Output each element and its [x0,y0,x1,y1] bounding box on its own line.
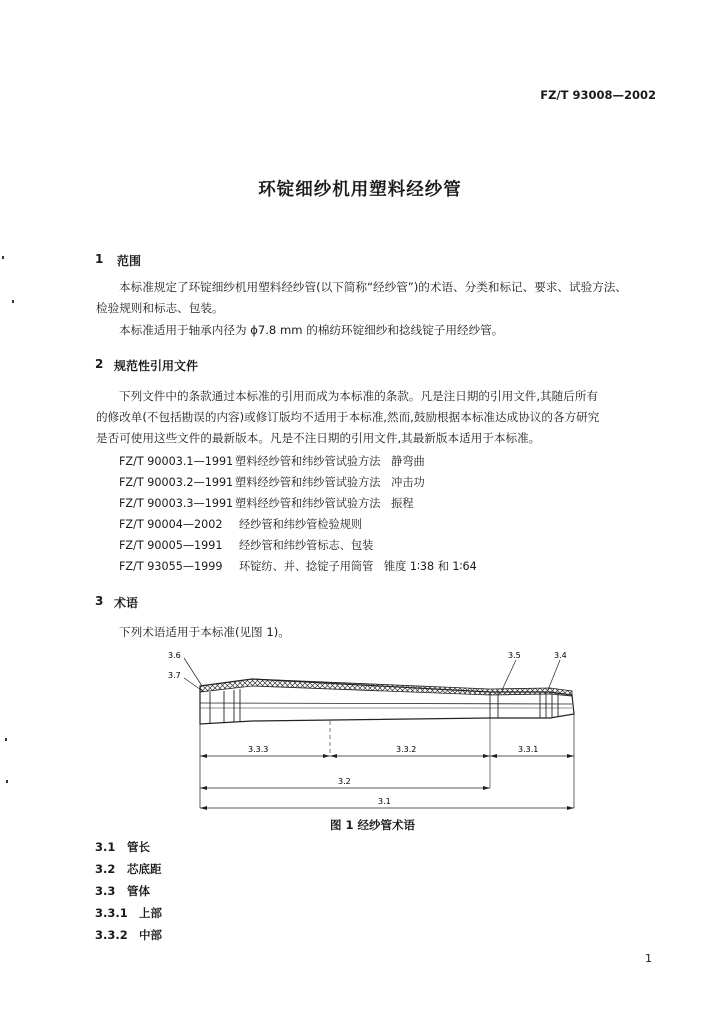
yarn-tube-diagram [160,648,590,816]
normative-line-2: 的修改单(不包括勘误的内容)或修订版均不适用于本标准,然而,鼓励根据本标准达成协议的各方研究 [96,410,600,424]
section-2-number: 2 [95,357,104,371]
term-item [95,902,162,921]
term-item [95,858,162,877]
term-number: 3.3 [95,884,116,898]
term-number: 3.3.1 [95,906,128,920]
reference-name: 塑料经纱管和纬纱管试验方法 [235,476,381,489]
reference-code: FZ/T 90005—1991 [119,539,223,552]
reference-code: FZ/T 90003.1—1991 [119,455,234,468]
reference-name: 塑料经纱管和纬纱管试验方法 [235,455,381,468]
term-number: 3.1 [95,840,116,854]
label-3-3-1: 3.3.1 [518,745,539,754]
reference-name: 环锭纺、并、捻锭子用筒管 [239,560,374,573]
terms-intro: 下列术语适用于本标准(见图 1)。 [119,625,290,639]
reference-code: FZ/T 90003.3—1991 [119,497,234,510]
label-3-3-3: 3.3.3 [248,745,269,754]
reference-name: 塑料经纱管和纬纱管试验方法 [235,497,381,510]
term-name: 芯底距 [127,862,162,876]
reference-name: 经纱管和纬纱管检验规则 [239,518,363,531]
section-1-title: 范围 [117,254,142,268]
reference-name: 经纱管和纬纱管标志、包装 [239,539,374,552]
term-number: 3.2 [95,862,116,876]
term-number: 3.3.2 [95,928,128,942]
scan-speck [6,780,8,783]
scan-speck [12,300,14,303]
standard-number: FZ/T 93008—2002 [540,88,656,102]
label-3-6: 3.6 [168,651,181,660]
tube-wall-hatch [200,679,572,696]
label-3-3-2: 3.3.2 [396,745,417,754]
page-number: 1 [645,952,652,965]
reference-item [119,558,477,574]
term-name: 上部 [139,906,162,920]
scan-speck [2,256,4,259]
reference-code: FZ/T 90003.2—1991 [119,476,234,489]
term-name: 中部 [139,928,162,942]
scope-paragraph-1-cont: 检验规则和标志、包装。 [96,301,224,315]
reference-item [119,474,425,490]
section-1-number: 1 [95,252,104,266]
reference-item [119,495,414,511]
section-3-number: 3 [95,594,104,608]
label-3-1: 3.1 [378,797,391,806]
label-3-2: 3.2 [338,777,351,786]
reference-extra: 锥度 1∶38 和 1∶64 [383,560,477,573]
reference-extra: 静弯曲 [391,455,425,468]
term-item [95,880,150,899]
label-3-7: 3.7 [168,671,181,680]
reference-item [119,516,362,532]
figure-caption: 图 1 经纱管术语 [330,818,416,832]
normative-line-1: 下列文件中的条款通过本标准的引用而成为本标准的条款。凡是注日期的引用文件,其随后所有 [119,389,599,403]
reference-code: FZ/T 93055—1999 [119,560,223,573]
term-item [95,836,150,855]
term-item [95,924,162,943]
term-name: 管体 [127,884,150,898]
section-3-title: 术语 [114,596,139,610]
label-3-4: 3.4 [554,651,567,660]
normative-line-3: 是否可使用这些文件的最新版本。凡是不注日期的引用文件,其最新版本适用于本标准。 [96,431,541,445]
reference-code: FZ/T 90004—2002 [119,518,223,531]
scope-paragraph-2: 本标准适用于轴承内径为 ϕ7.8 mm 的棉纺环锭细纱和捻线锭子用经纱管。 [119,323,504,337]
term-name: 管长 [127,840,150,854]
document-title: 环锭细纱机用塑料经纱管 [258,180,462,200]
section-2-title: 规范性引用文件 [114,359,199,373]
scan-speck [5,738,7,741]
reference-extra: 冲击功 [391,476,425,489]
label-3-5: 3.5 [508,651,521,660]
reference-item [119,537,373,553]
scope-paragraph-1: 本标准规定了环锭细纱机用塑料经纱管(以下简称“经纱管”)的术语、分类和标记、要求、试验方法、 [119,280,627,294]
reference-item [119,453,425,469]
reference-extra: 振程 [391,497,414,510]
